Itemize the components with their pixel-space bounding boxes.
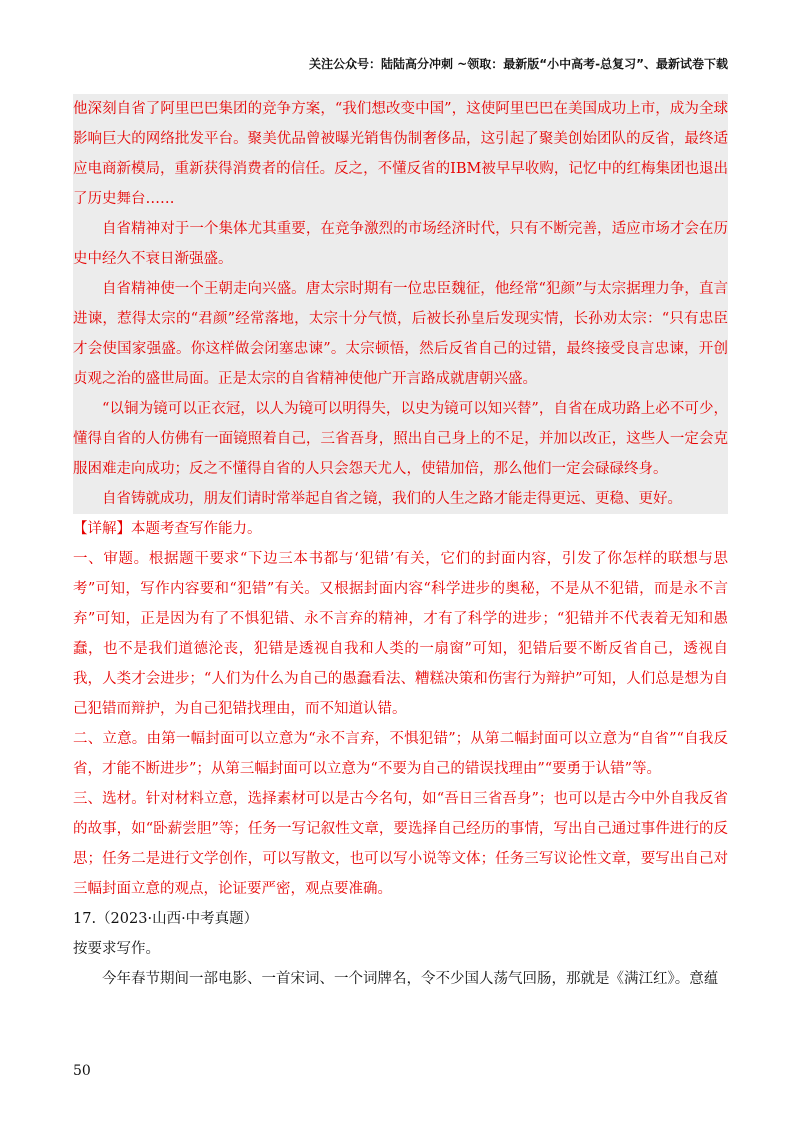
analysis-xuan-cai: 三、选材。针对材料立意，选择素材可以是古今名句，如“吾日三省吾身”；也可以是古今中外自我反省的故事，如“卧薪尝胆”等；任务一写记叙性文章，要选择自己经历的事情，写出自己通过事件进行的反思；任务二是进行文学创作，可以写散文，也可以写小说等文体；任务三写议论性文章，要写出自己对三幅封面立意的观点，论证要严密，观点要准确。: [73, 791, 728, 897]
essay-paragraph: 自省铸就成功，朋友们请时常举起自省之镜，我们的人生之路才能走得更远、更稳、更好。: [102, 491, 682, 507]
analysis-block: [73, 514, 728, 904]
essay-paragraph: “以铜为镜可以正衣冠，以人为镜可以明得失，以史为镜可以知兴替”，自省在成功路上必不可少，懂得自省的人仿佛有一面镜照着自己，三省吾身，照出自己身上的不足，并加以改正，这些人一定会克服困难走向成功；反之不懂得自省的人只会怨天尤人，使错加倍，那么他们一定会碌碌终身。: [73, 401, 728, 477]
essay-paragraph: 自省精神使一个王朝走向兴盛。唐太宗时期有一位忠臣魏征，他经常“犯颜”与太宗据理力争，直言进谏，惹得太宗的“君颜”经常落地，太宗十分气愤，后被长孙皇后发现实情，长孙劝太宗：“只有忠臣才会使国家强盛。你这样做会闭塞忠谏”。太宗顿悟，然后反省自己的过错，最终接受良言忠谏，开创贞观之治的盛世局面。正是太宗的自省精神使他广开言路成就唐朝兴盛。: [73, 281, 728, 387]
question-heading: [73, 904, 728, 934]
model-essay-block: [73, 94, 728, 514]
question-block: [73, 904, 728, 994]
analysis-intro-text: 本题考查写作能力。: [131, 521, 262, 537]
page-header: 关注公众号：陆陆高分冲刺 ~领取：最新版“小中高考-总复习”、最新试卷下载: [309, 57, 728, 71]
analysis-li-yi: 二、立意。由第一幅封面可以立意为“永不言弃，不惧犯错”；从第二幅封面可以立意为“自省”“自我反省，才能不断进步”；从第三幅封面可以立意为“不要为自己的错误找理由”“要勇于认错”等。: [73, 731, 728, 777]
question-instruction: 按要求写作。: [73, 941, 160, 957]
essay-paragraph: 自省精神对于一个集体尤其重要，在竞争激烈的市场经济时代，只有不断完善，适应市场才会在历史中经久不衰日渐强盛。: [73, 221, 728, 267]
essay-paragraph: 他深刻自省了阿里巴巴集团的竞争方案，“我们想改变中国”，这使阿里巴巴在美国成功上市，成为全球影响巨大的网络批发平台。聚美优品曾被曝光销售伪制奢侈品，这引起了聚美创始团队的反省，最终适应电商新模局，重新获得消费者的信任。反之，不懂反省的IBM被早早收购，记忆中的红梅集团也退出了历史舞台……: [73, 101, 728, 207]
analysis-intro: [73, 514, 728, 544]
question-material: 今年春节期间一部电影、一首宋词、一个词牌名，令不少国人荡气回肠，那就是《满江红》。意蕴: [102, 971, 719, 987]
question-source: （2023·山西·中考真题）: [96, 911, 259, 927]
page-content: [73, 94, 728, 994]
analysis-shen-ti: 一、审题。根据题干要求“下边三本书都与‘犯错’有关，它们的封面内容，引发了你怎样的联想与思考”可知，写作内容要和“犯错”有关。又根据封面内容“科学进步的奥秘，不是从不犯错，而是永不言弃”可知，正是因为有了不惧犯错、永不言弃的精神，才有了科学的进步；“犯错并不代表着无知和愚蠢，也不是我们道德沦丧，犯错是透视自我和人类的一扇窗”可知，犯错后要不断反省自己，透视自我，人类才会进步；“人们为什么为自己的愚蠢看法、糟糕决策和伤害行为辩护”可知，人们总是想为自己犯错而辩护，为自己犯错找理由，而不知道认错。: [73, 551, 728, 717]
page-number: 50: [73, 1063, 91, 1079]
question-number: 17.: [73, 911, 97, 927]
analysis-label: 【详解】: [73, 521, 131, 537]
